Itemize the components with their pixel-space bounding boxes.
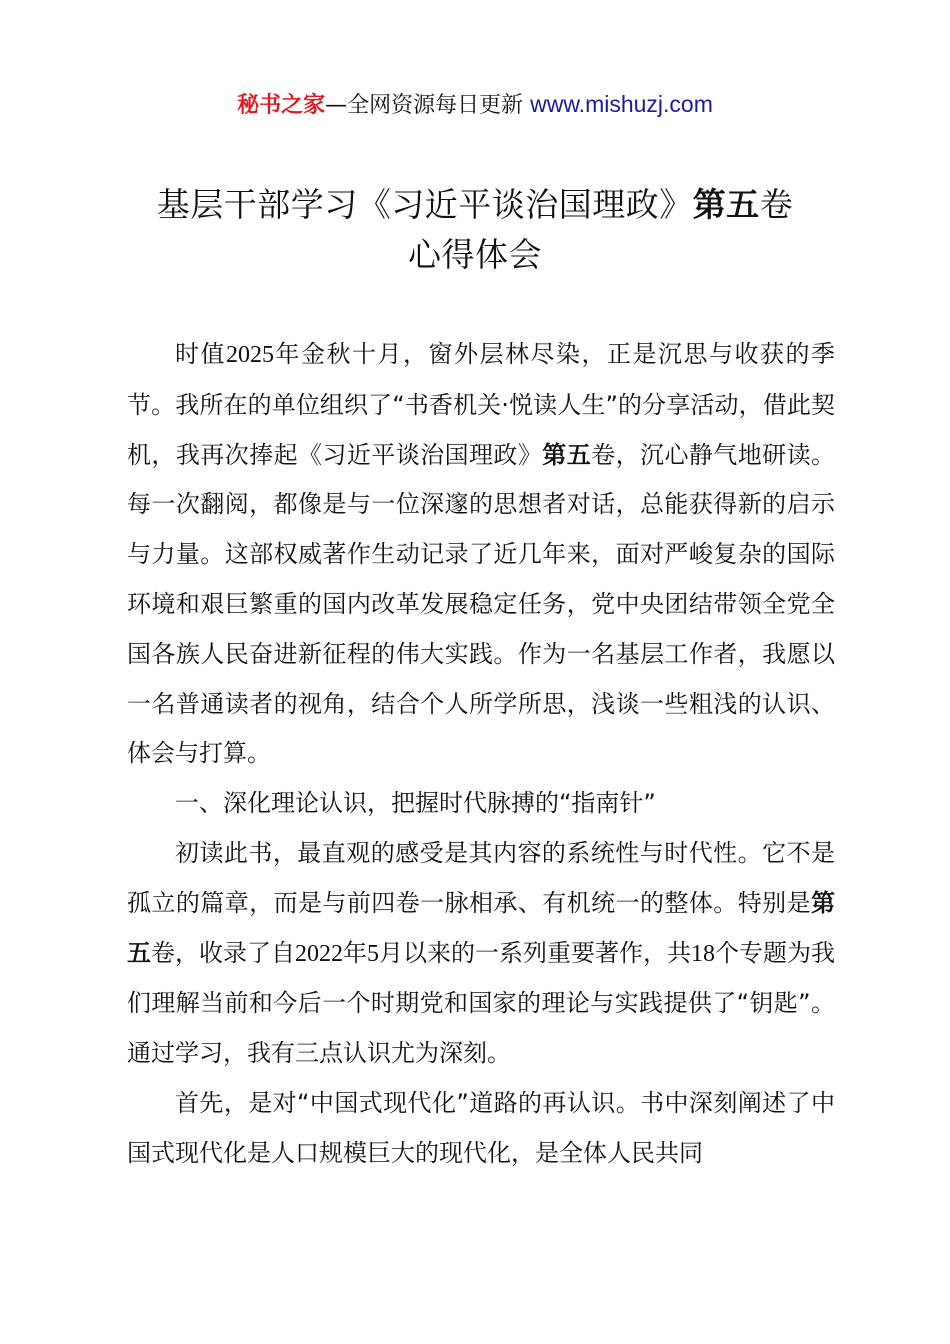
bold-run: 第五 <box>127 888 835 967</box>
text-run: 卷，收录了自 <box>151 938 295 967</box>
number-run: 18 <box>691 940 715 967</box>
text-run: 卷，沉心静气地研读。每一次翻阅，都像是与一位深邃的思想者对话，总能获得新的启示与力量。这部权威著作生动记录了近几年来，面对严峻复杂的国际环境和艰巨繁重的国内改革发展稳定任务，党中央团结带领全党全国各族人民奋进新征程的伟大实践。作为一名基层工作者，我愿以一名普通读者的视角，结合个人所学所思，浅谈一些粗浅的认识、体会与打算。 <box>127 440 836 768</box>
document-body <box>127 330 835 1179</box>
bold-run: 第五 <box>542 440 592 469</box>
section-heading-1: 一、深化理论认识，把握时代脉搏的“指南针” <box>175 789 656 818</box>
site-url-link[interactable]: www.mishuzj.com <box>530 91 713 117</box>
paragraph-3: 首先，是对“中国式现代化”道路的再认识。书中深刻阐述了中国式现代化是人口规模巨大的现代化，是全体人民共同 <box>127 1088 835 1167</box>
paragraph-1 <box>127 330 835 779</box>
brand-name: 秘书之家 <box>237 93 326 118</box>
number-run: 2025 <box>226 342 274 368</box>
title-line-2: 心得体会 <box>408 235 542 274</box>
title-bold-volume: 第五 <box>692 185 760 224</box>
title-text: 基层干部学习《习近平谈治国理政》 <box>156 185 693 224</box>
text-run: 个专题为我们理解当前和今后一个时期党和国家的理论与实践提供了“钥匙”。通过学习，我有三点认识尤为深刻。 <box>127 938 835 1068</box>
number-run: 2022 <box>295 940 343 967</box>
document-title <box>60 180 890 280</box>
site-header <box>0 88 950 122</box>
number-run: 5 <box>367 940 379 967</box>
text-run: 时值 <box>175 340 226 368</box>
header-tagline: —全网资源每日更新 <box>325 93 531 118</box>
text-run: 月以来的一系列重要著作，共 <box>379 938 691 967</box>
text-run: 初读此书，最直观的感受是其内容的系统性与时代性。它不是孤立的篇章，而是与前四卷一脉相承、有机统一的整体。特别是 <box>127 838 835 917</box>
paragraph-2 <box>127 829 835 1079</box>
text-run: 年金秋十月，窗外层林尽染，正是沉思与收获的季节。我所在的单位组织了“书香机关·悦读人生”的分享活动，借此契机，我再次捧起《习近平谈治国理政》 <box>127 340 835 469</box>
text-run: 年 <box>343 938 367 967</box>
title-text-suffix: 卷 <box>759 185 794 224</box>
title-line-1 <box>60 180 890 230</box>
